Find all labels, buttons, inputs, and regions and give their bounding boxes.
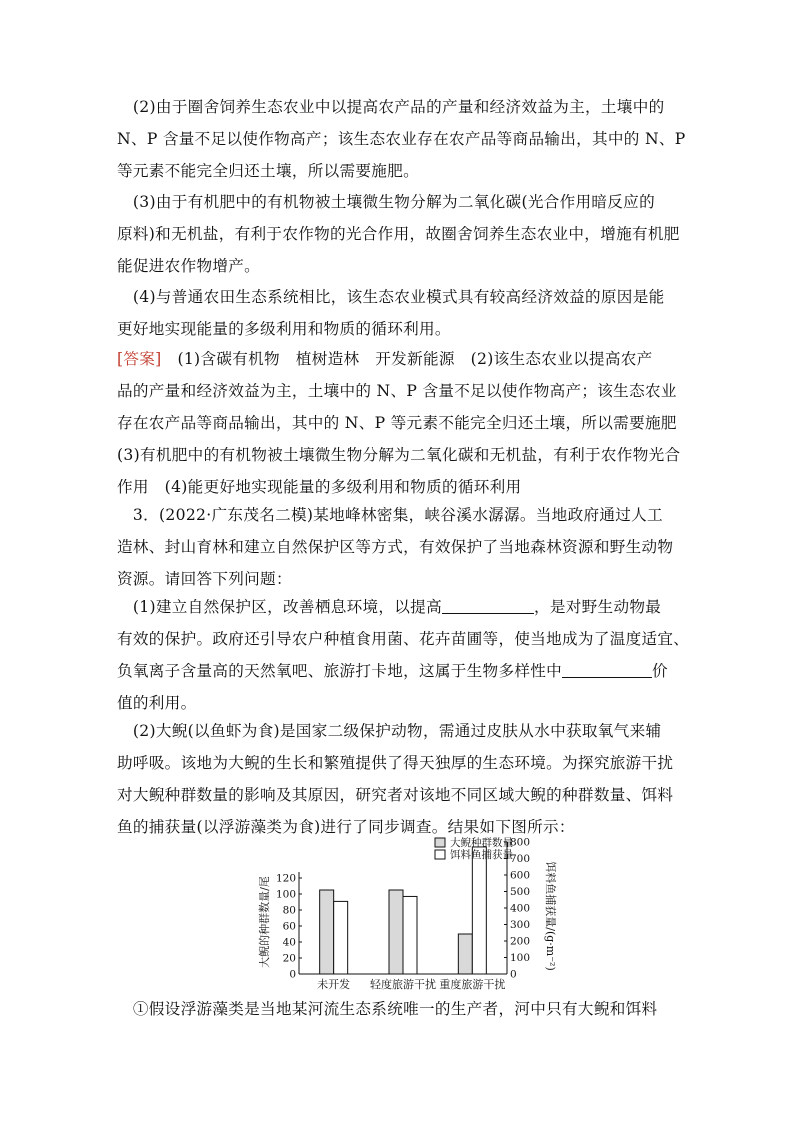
legend-swatch	[435, 838, 445, 847]
right-tick-label: 800	[510, 836, 531, 849]
text-line	[117, 655, 677, 687]
answer-first-line	[117, 343, 677, 375]
answer-tag: [答案]	[117, 350, 162, 368]
left-tick-label: 0	[289, 968, 296, 981]
text-line: (2)大鲵(以鱼虾为食)是国家二级保护动物，需通过皮肤从水中获取氧气来辅	[117, 722, 662, 740]
left-axis-label: 大鲵的种群数量/尾	[258, 876, 271, 968]
explanation-paragraph-3	[117, 186, 680, 282]
text-line: (3)有机肥中的有机物被土壤微生物分解为二氧化碳和无机盐，有利于农作物光合	[117, 446, 681, 464]
chart-legend	[435, 836, 513, 861]
right-tick-label: 600	[510, 869, 531, 882]
category-label: 轻度旅游干扰	[370, 978, 436, 991]
bar-catch	[403, 896, 417, 974]
category-label: 重度旅游干扰	[439, 978, 506, 991]
text-line	[117, 591, 677, 623]
legend-label: 饵料鱼捕获量	[450, 849, 513, 861]
text-line: 3．(2022·广东茂名二模)某地峰林密集，峡谷溪水潺潺。当地政府通过人工	[117, 506, 663, 524]
answer-blank[interactable]	[442, 599, 534, 614]
text-line: 助呼吸。该地为大鲵的生长和繁殖提供了得天独厚的生态环境。为探究旅游干扰	[117, 754, 674, 772]
left-tick-label: 80	[282, 904, 296, 917]
text-line: 资源。请回答下列问题：	[117, 570, 292, 588]
text-line: 能促进农作物增产。	[117, 257, 261, 275]
text-line: (3)由于有机肥中的有机物被土壤微生物分解为二氧化碳(光合作用暗反应的	[117, 193, 655, 211]
text-line: 值的利用。	[117, 694, 197, 712]
question-3-part-2	[117, 715, 677, 843]
left-tick-label: 120	[275, 872, 296, 885]
text-line: 鱼的捕获量(以浮游藻类为食)进行了同步调查。结果如下图所示：	[117, 818, 575, 836]
left-tick-label: 60	[282, 920, 296, 933]
category-label: 未开发	[317, 978, 351, 991]
right-tick-label: 500	[510, 886, 531, 898]
text-segment: ，是对野生动物最	[533, 598, 662, 616]
bar-population	[458, 934, 472, 974]
text-line: (1)含碳有机物 植树造林 开发新能源 (2)该生态农业以提高农产	[161, 350, 653, 368]
left-tick-label: 100	[275, 888, 296, 901]
bar-population	[389, 890, 403, 974]
right-tick-label: 300	[510, 919, 531, 931]
text-line: (2)由于圈舍饲养生态农业中以提高农产品的产量和经济效益为主，土壤中的	[117, 98, 665, 116]
text-line: 存在农产品等商品输出，其中的 N、P 等元素不能完全归还土壤，所以需要施肥	[117, 414, 677, 432]
text-line: 等元素不能完全归还土壤，所以需要施肥。	[117, 162, 419, 180]
question-3-part-1	[117, 591, 690, 719]
question-3-stem	[117, 499, 677, 595]
bar-catch	[472, 847, 486, 974]
legend-swatch	[435, 850, 445, 859]
right-tick-label: 400	[510, 902, 531, 915]
text-line: ①假设浮游藻类是当地某河流生态系统唯一的生产者，河中只有大鲵和饵料	[117, 1000, 658, 1018]
right-tick-label: 200	[510, 935, 531, 948]
text-line: N、P 含量不足以使作物高产；该生态农业存在农产品等商品输出，其中的 N、P	[117, 130, 686, 148]
legend-label: 大鲵种群数量	[450, 837, 513, 849]
text-line: 造林、封山育林和建立自然保护区等方式，有效保护了当地森林资源和野生动物	[117, 538, 674, 556]
chart-bars	[320, 847, 487, 974]
text-line: 更好地实现能量的多级利用和物质的循环利用。	[117, 320, 451, 338]
text-segment: 价	[652, 662, 668, 680]
bar-chart	[255, 838, 555, 993]
right-tick-label: 0	[510, 968, 517, 981]
left-tick-label: 20	[282, 952, 296, 965]
right-tick-label: 700	[510, 853, 531, 865]
text-line: 原料)和无机盐，有利于农作物的光合作用，故圈舍饲养生态农业中，增施有机肥	[117, 225, 680, 243]
answer-block	[117, 343, 681, 503]
text-line: 作用 (4)能更好地实现能量的多级利用和物质的循环利用	[117, 478, 522, 496]
text-line: 有效的保护。政府还引导农户种植食用菌、花卉苗圃等，使当地成为了温度适宜、	[117, 630, 690, 648]
text-segment: 负氧离子含量高的天然氧吧、旅游打卡地，这属于生物多样性中	[117, 662, 563, 680]
right-tick-label: 100	[510, 952, 531, 964]
text-segment: (1)建立自然保护区，改善栖息环境，以提高	[117, 598, 442, 616]
text-line: 品的产量和经济效益为主，土壤中的 N、P 含量不足以使作物高产；该生态农业	[117, 382, 677, 400]
text-line: (4)与普通农田生态系统相比，该生态农业模式具有较高经济效益的原因是能	[117, 288, 665, 306]
text-line: 对大鲵种群数量的影响及其原因，研究者对该地不同区域大鲵的种群数量、饵料	[117, 786, 674, 804]
left-tick-label: 40	[282, 936, 296, 949]
bar-population	[320, 890, 334, 974]
bar-catch	[334, 901, 348, 974]
explanation-paragraph-4	[117, 281, 677, 345]
answer-blank[interactable]	[562, 663, 652, 678]
question-3-subpart-1	[117, 993, 677, 1025]
explanation-paragraph-2	[117, 91, 686, 187]
right-axis-label: 饵料鱼捕获量/(g·m⁻²)	[544, 861, 557, 971]
